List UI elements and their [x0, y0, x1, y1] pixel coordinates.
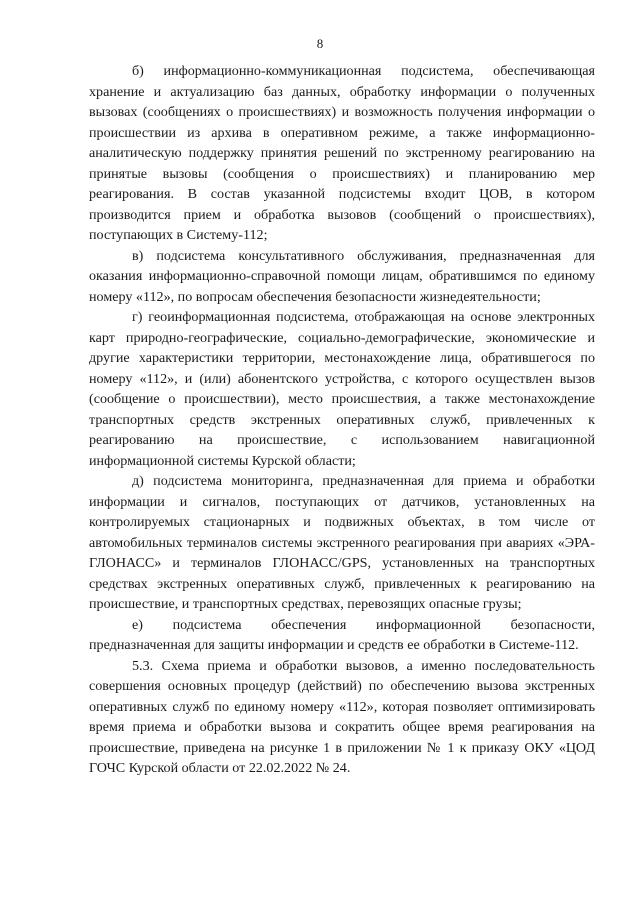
paragraph-e-security-subsystem: е) подсистема обеспечения информационной безопасности, предназначенная для защиты информации и средств ее обработки в Системе-112. — [89, 616, 595, 653]
document-body — [89, 61, 595, 779]
paragraph-b-info-comm-subsystem: б) информационно-коммуникационная подсистема, обеспечивающая хранение и актуализацию баз данных, обработку информации о полученных вызовах (сообщениях о происшествиях) и возможность получения информации о происшествии из архива в оперативном режиме, а также информационно-аналитическую поддержку принятия решений по экстренному реагированию на принятые вызовы (сообщения о происшествиях) и планированию мер реагирования. В состав указанной подсистемы входит ЦОВ, в котором производится прием и обработка вызовов (сообщений о происшествиях), поступающих в Систему-112; — [89, 63, 595, 243]
paragraph-5-3-call-scheme: 5.3. Схема приема и обработки вызовов, а именно последовательность совершения основных процедур (действий) по обеспечению вызова экстренных оперативных служб по единому номеру «112», которая позволяет оптимизировать время приема и обработки вызова и сократить общее время реагирования на происшествие, приведена на рисунке 1 в приложении № 1 к приказу ОКУ «ЦОД ГОЧС Курской области от 22.02.2022 № 24. — [89, 657, 595, 776]
page-number: 8 — [316, 36, 324, 51]
paragraph-d-monitoring-subsystem: д) подсистема мониторинга, предназначенная для приема и обработки информации и сигналов, поступающих от датчиков, установленных на контролируемых стационарных и подвижных объектах, в том числе от автомобильных терминалов системы экстренного реагирования при авариях «ЭРА-ГЛОНАСС» и терминалов ГЛОНАСС/GPS, установленных на транспортных средствах экстренных оперативных служб, привлеченных к реагированию на происшествие, и транспортных средствах, перевозящих опасные грузы; — [89, 473, 595, 612]
paragraph-g-geoinfo-subsystem: г) геоинформационная подсистема, отображающая на основе электронных карт природно-географические, социально-демографические, экономические и другие характеристики территории, местонахождение лица, обратившегося по номеру «112», и (или) абонентского устройства, с которого осуществлен вызов (сообщение о происшествии), место происшествия, а также местонахождение транспортных средств экстренных оперативных служб, привлеченных к реагированию на происшествие, с использованием навигационной информационной системы Курской области; — [89, 309, 595, 469]
paragraph-v-consulting-subsystem: в) подсистема консультативного обслуживания, предназначенная для оказания информационно-справочной помощи лицам, обратившимся по единому номеру «112», по вопросам обеспечения безопасности жизнедеятельности; — [89, 247, 595, 305]
